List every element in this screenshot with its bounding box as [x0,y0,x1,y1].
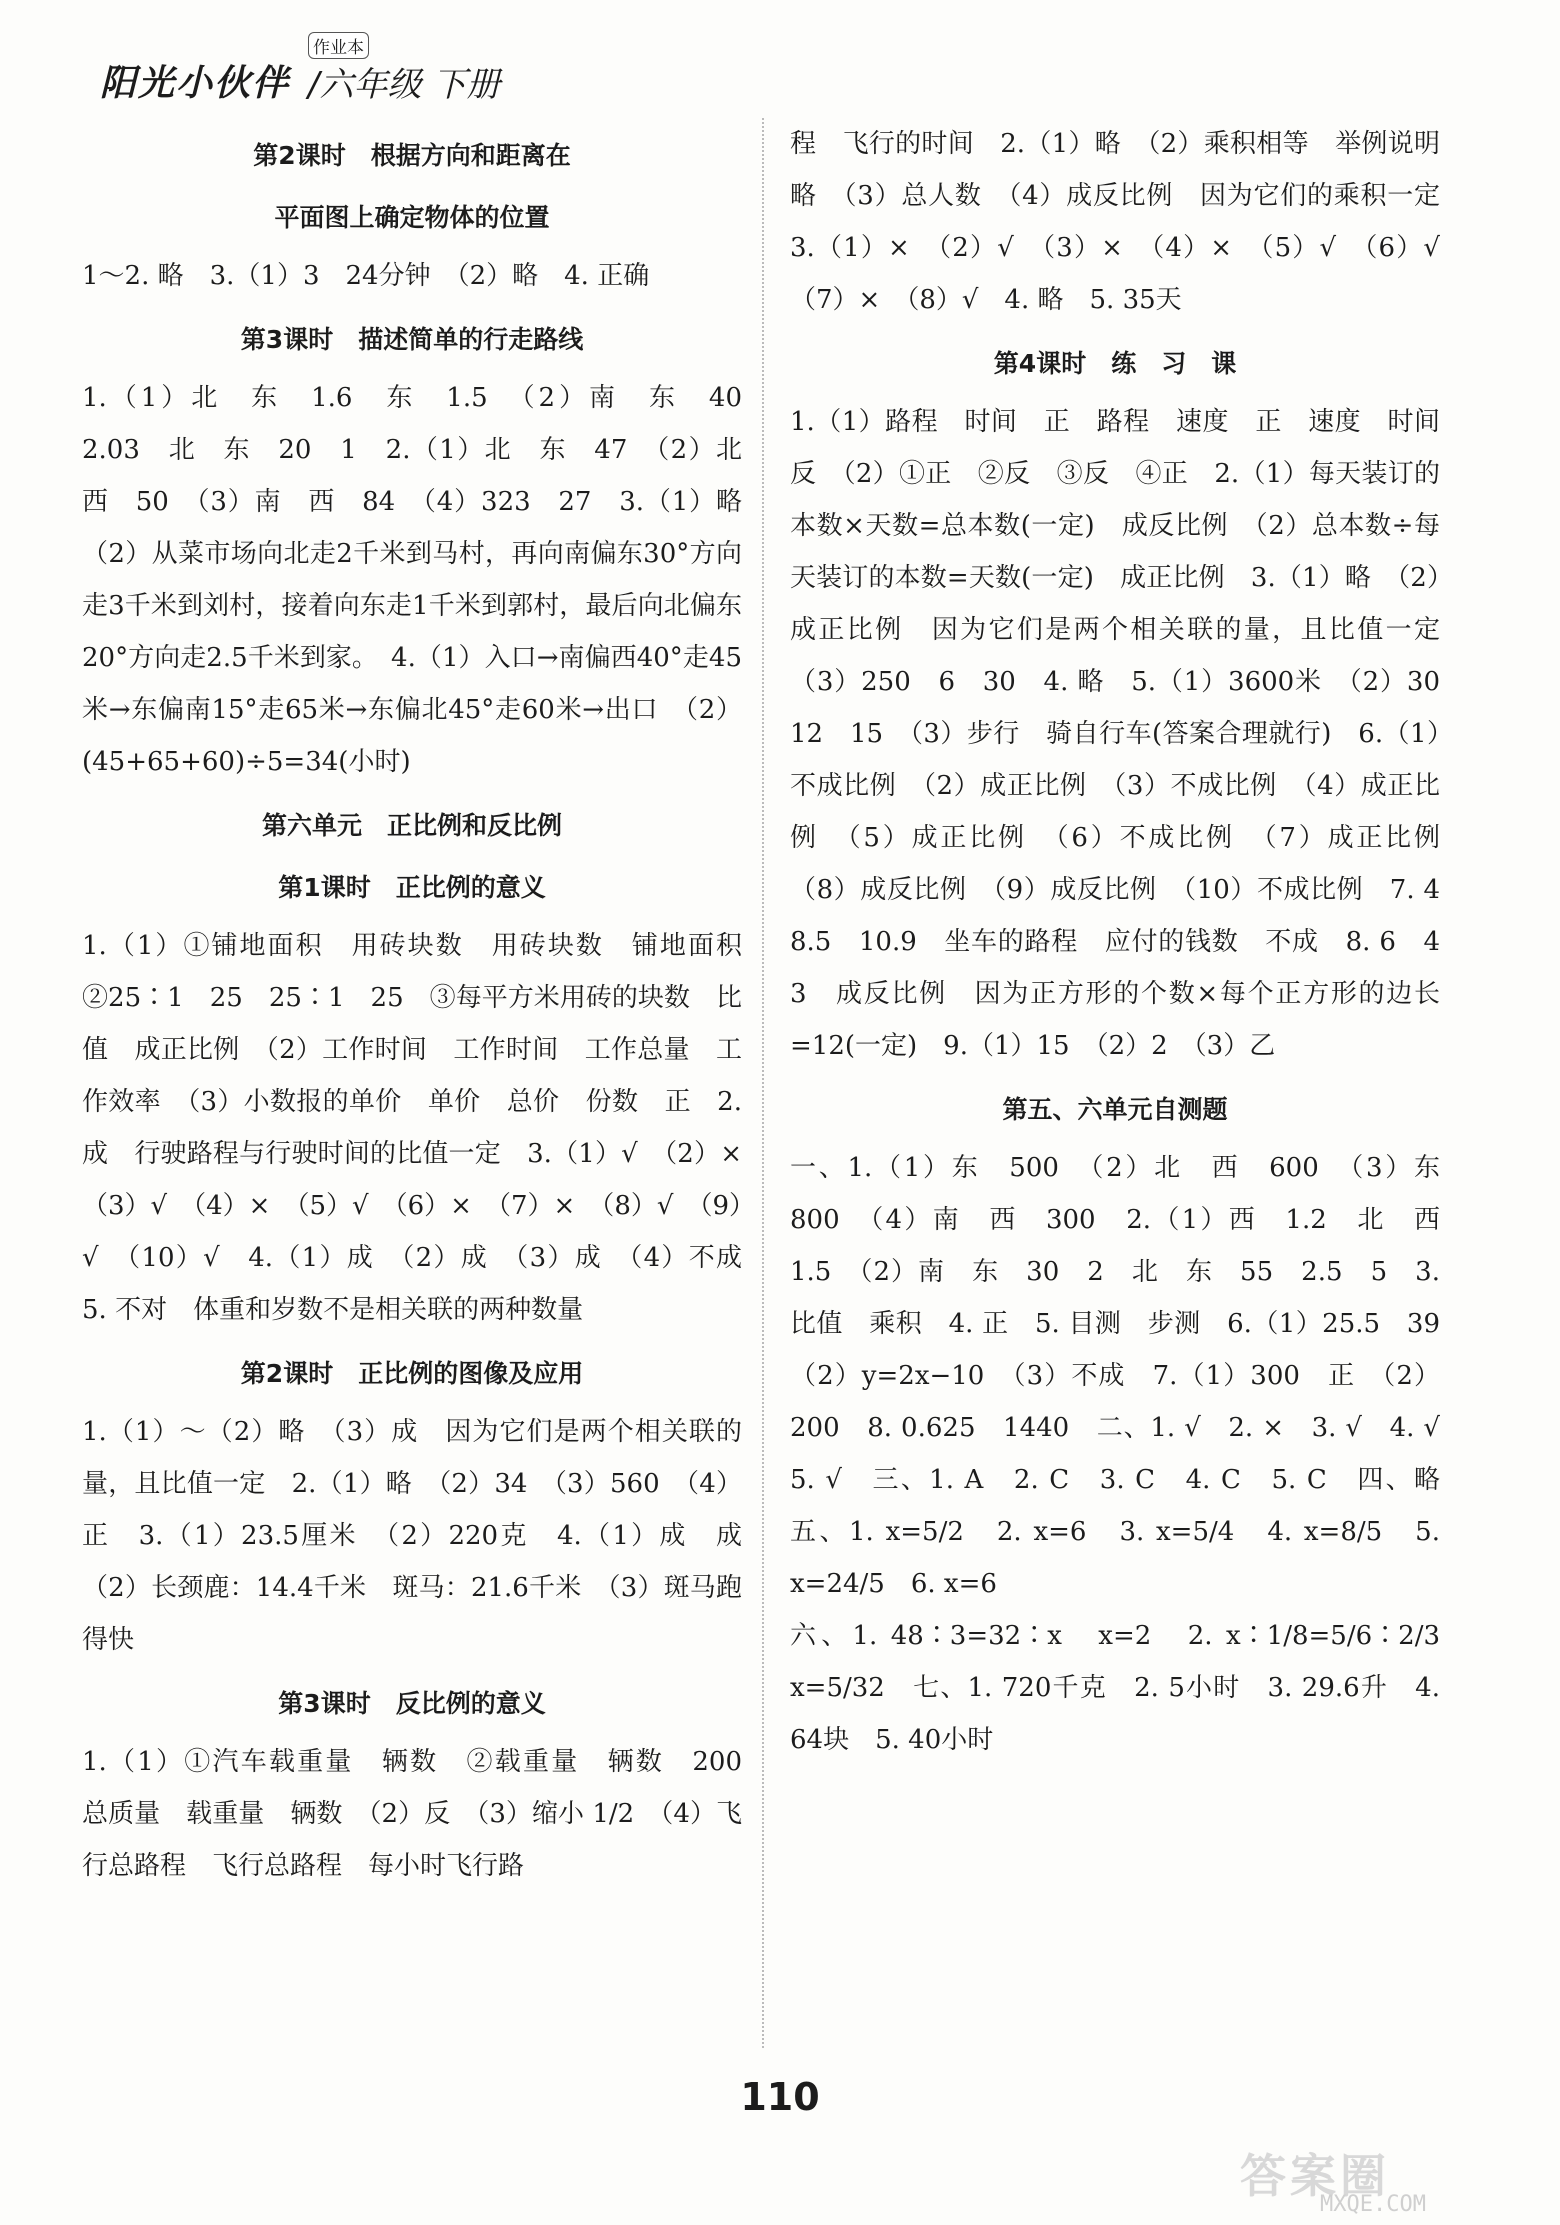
left-column [82,118,769,1892]
book-logo: 阳光小伙伴 [100,63,291,104]
answer-paragraph: 1.（1）①铺地面积 用砖块数 用砖块数 铺地面积 ②25∶1 25 25∶1 25 ③每平方米用砖的块数 比值 成正比例 （2）工作时间 工作时间 工作总量 工作效率 （3）小数报的单价 单价 总价 份数 正 2. 成 行驶路程与行驶时间的比值一定 3.（1）√ （2）× （3）√ （4）× （5）√ （6）× （7）× （8）√ （9）√ （10）√ 4.（1）成 （2）成 （3）成 （4）不成 5. 不对 体重和岁数不是相关联的两种数量 [82,931,769,1325]
watermark-url: MXQE.COM [1320,2192,1426,2217]
answer-paragraph: 1.（1）①汽车载重量 辆数 ②载重量 辆数 200 总质量 载重量 辆数 （2）反 （3）缩小 1/2 （4）飞行总路程 飞行总路程 每小时飞行路 [82,1747,769,1881]
answer-paragraph: 1.（1）路程 时间 正 路程 速度 正 速度 时间 反 （2）①正 ②反 ③反 ④正 2.（1）每天装订的本数×天数=总本数(一定) 成反比例 （2）总本数÷每天装订的本数=天数(一定) 成正比例 3.（1）略 （2）成正比例 因为它们是两个相关联的量，且比值一定 （3）250 6 30 4. 略 5.（1）3600米 （2）30 12 15 （3）步行 骑自行车(答案合理就行) 6.（1）不成比例 （2）成正比例 （3）不成比例 （4）成正比例 （5）成正比例 （6）不成比例 （7）成正比例 （8）成反比例 （9）成反比例 （10）不成比例 7. 4 8.5 10.9 坐车的路程 应付的钱数 不成 8. 6 4 3 成反比例 因为正方形的个数×每个正方形的边长=12(一定) 9.（1）15 （2）2 （3）乙 [790,407,1467,1061]
section-heading: 第六单元 正比例和反比例 [261,811,562,840]
section-heading: 第五、六单元自测题 [1002,1095,1228,1124]
answer-paragraph: 程 飞行的时间 2.（1）略 （2）乘积相等 举例说明略 （3）总人数 （4）成反比例 因为它们的乘积一定 3.（1）× （2）√ （3）× （4）× （5）√ （6）√ （7）× （8）√ 4. 略 5. 35天 [790,129,1467,315]
watermark [1240,2140,1540,2220]
section-heading: 第4课时 练 习 课 [993,349,1237,378]
section-heading: 第2课时 正比例的图像及应用 [240,1359,584,1388]
section-heading: 第1课时 正比例的意义 [278,873,546,902]
page-number: 110 [740,2075,820,2119]
section-heading: 平面图上确定物体的位置 [274,203,550,232]
answer-paragraph: 1.（1）～（2）略 （3）成 因为它们是两个相关联的量，且比值一定 2.（1）略 （2）34 （3）560 （4）正 3.（1）23.5厘米 （2）220克 4.（1）成 成 （2）长颈鹿：14.4千米 斑马：21.6千米 （3）斑马跑得快 [82,1417,769,1655]
book-tag: 作业本 [308,32,369,59]
answer-paragraph: 1.（1）北 东 1.6 东 1.5 （2）南 东 40 2.03 北 东 20 1 2.（1）北 东 47 （2）北 西 50 （3）南 西 84 （4）323 27 3.（1）略 （2）从菜市场向北走2千米到马村，再向南偏东30°方向走3千米到刘村，接着向东走1千米到郭村，最后向北偏东20°方向走2.5千米到家。 4.（1）入口→南偏西40°走45米→东偏南15°走65米→东偏北45°走60米→出口 （2）(45+65+60)÷5=34(小时) [82,383,769,777]
book-header [100,36,500,106]
answer-paragraph: 一、1.（1）东 500 （2）北 西 600 （3）东 800 （4）南 西 300 2.（1）西 1.2 北 西 1.5 （2）南 东 30 2 北 东 55 2.5 5 3. 比值 乘积 4. 正 5. 目测 步测 6.（1）25.5 39 （2）y=2x−10 （3）不成 7.（1）300 正 （2）200 8. 0.625 1440 二、1. √ 2. × 3. √ 4. √ 5. √ 三、1. A 2. C 3. C 4. C 5. C 四、略 五、1. x=5/2 2. x=6 3. x=5/4 4. x=8/5 5. x=24/5 6. x=6 [790,1153,1467,1599]
grade-label: /六年级 下册 [308,65,501,105]
answer-paragraph: 六、1. 48∶3=32∶x x=2 2. x∶1/8=5/6∶2/3 x=5/32 七、1. 720千克 2. 5小时 3. 29.6升 4. 64块 5. 40小时 [790,1621,1467,1755]
watermark-logo: 答案圈 [1240,2149,1390,2203]
answer-paragraph: 1～2. 略 3.（1）3 24分钟 （2）略 4. 正确 [82,261,650,291]
section-heading: 第3课时 描述简单的行走路线 [240,325,584,354]
right-column [790,118,1467,1766]
section-heading: 第2课时 根据方向和距离在 [253,141,571,170]
section-heading: 第3课时 反比例的意义 [278,1689,546,1718]
